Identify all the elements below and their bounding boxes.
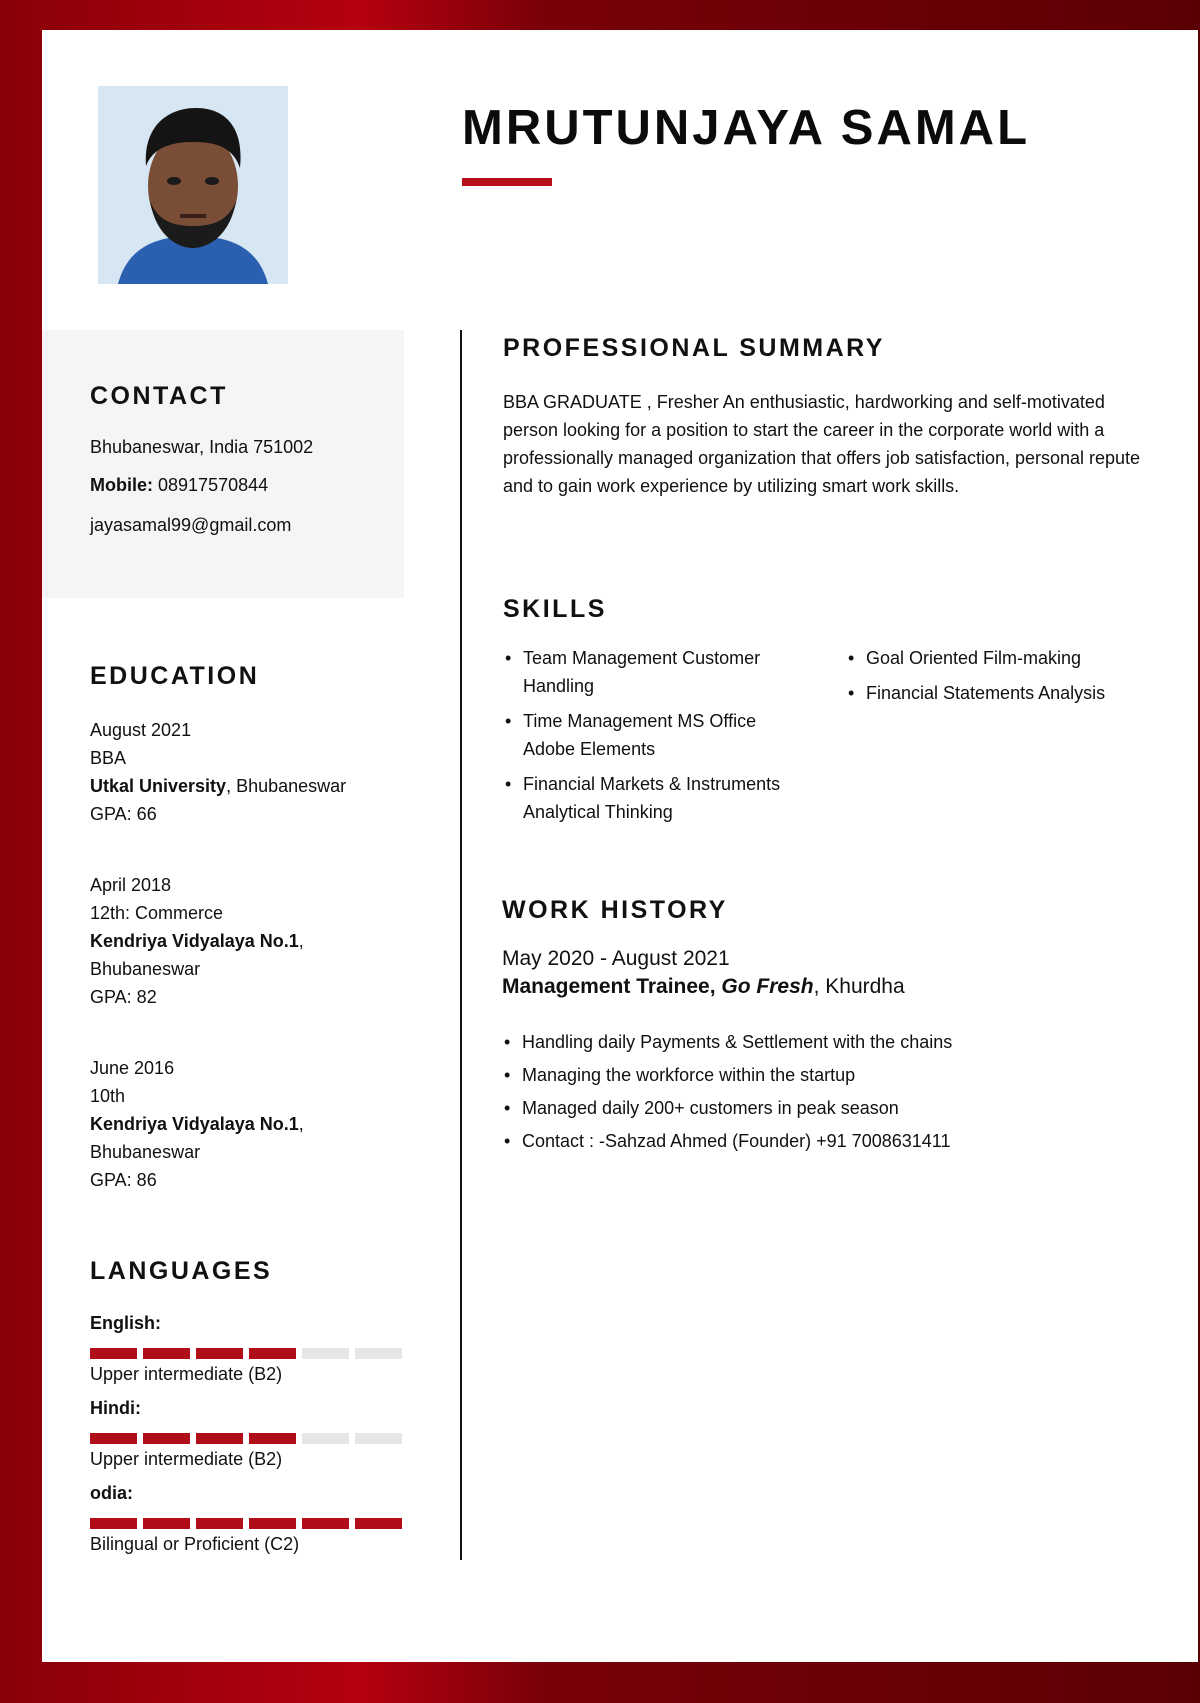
skill-item: • Time Management MS Office Adobe Elements <box>503 707 803 763</box>
edu-school <box>90 931 304 952</box>
edu-gpa: GPA: 66 <box>90 804 157 824</box>
meter-segment <box>196 1348 243 1359</box>
summary-text: BBA GRADUATE , Fresher An enthusiastic, hardworking and self-motivated person looking for a position to start the career in the corporate world with a professionally managed organization that offers job satisfaction, personal repute and to gain work experience by utilizing smart work skills. <box>503 392 1141 496</box>
skill-item: • Financial Statements Analysis <box>846 679 1146 707</box>
edu-date: August 2021 <box>90 720 192 740</box>
resume-page <box>42 30 1198 1662</box>
language-name: odia: <box>90 1483 133 1503</box>
edu-school-sep: , <box>298 1114 304 1134</box>
meter-segment <box>249 1348 296 1359</box>
contact-email[interactable]: jayasamal99@gmail.com <box>90 515 292 535</box>
languages-title: LANGUAGES <box>90 1257 273 1285</box>
edu-city: Bhubaneswar <box>90 1142 201 1162</box>
contact-address: Bhubaneswar, India 751002 <box>90 437 314 457</box>
edu-degree: BBA <box>90 748 127 768</box>
edu-school <box>90 776 346 797</box>
work-bullet: • Handling daily Payments & Settlement with the chains <box>502 1028 1142 1056</box>
contact-title: CONTACT <box>90 382 228 410</box>
language-meter <box>90 1518 402 1529</box>
edu-school-name: Kendriya Vidyalaya No.1 <box>90 931 299 951</box>
edu-school-sep: , <box>298 931 304 951</box>
candidate-name: MRUTUNJAYA SAMAL <box>462 101 1031 155</box>
meter-segment <box>355 1433 402 1444</box>
edu-school-name: Utkal University <box>90 776 227 796</box>
meter-segment <box>249 1518 296 1529</box>
column-divider <box>460 330 462 1560</box>
meter-segment <box>196 1433 243 1444</box>
summary-title: PROFESSIONAL SUMMARY <box>503 334 885 362</box>
meter-segment <box>196 1518 243 1529</box>
work-dates: May 2020 - August 2021 <box>502 947 730 970</box>
edu-city: Bhubaneswar <box>236 776 347 796</box>
edu-date: April 2018 <box>90 875 172 895</box>
work-bullet: • Managing the workforce within the startup <box>502 1061 1142 1089</box>
work-bullet: • Managed daily 200+ customers in peak season <box>502 1094 1142 1122</box>
meter-segment <box>302 1518 349 1529</box>
meter-segment <box>143 1433 190 1444</box>
education-title: EDUCATION <box>90 662 260 690</box>
skills-title: SKILLS <box>503 595 607 623</box>
work-title: WORK HISTORY <box>502 896 728 924</box>
mobile-label: Mobile: <box>90 475 153 495</box>
work-comma: , <box>709 975 722 998</box>
meter-segment <box>90 1348 137 1359</box>
meter-segment <box>90 1518 137 1529</box>
edu-school <box>90 1114 304 1135</box>
language-name: Hindi: <box>90 1398 141 1418</box>
language-level: Upper intermediate (B2) <box>90 1364 283 1384</box>
edu-degree: 10th <box>90 1086 126 1106</box>
work-role: Management Trainee <box>502 975 710 998</box>
edu-school-name: Kendriya Vidyalaya No.1 <box>90 1114 299 1134</box>
profile-photo <box>98 86 288 284</box>
contact-mobile <box>90 475 268 496</box>
skill-item: • Team Management Customer Handling <box>503 644 803 700</box>
skills-list-right <box>846 644 1146 714</box>
work-location: Khurdha <box>825 975 905 998</box>
contact-section <box>42 330 404 598</box>
meter-segment <box>143 1518 190 1529</box>
edu-gpa: GPA: 86 <box>90 1170 157 1190</box>
language-level: Bilingual or Proficient (C2) <box>90 1534 300 1554</box>
language-meter <box>90 1433 402 1444</box>
work-role-line <box>502 975 905 999</box>
language-level: Upper intermediate (B2) <box>90 1449 283 1469</box>
meter-segment <box>302 1348 349 1359</box>
skills-list-left <box>503 644 803 833</box>
language-meter <box>90 1348 402 1359</box>
meter-segment <box>249 1433 296 1444</box>
meter-segment <box>143 1348 190 1359</box>
edu-gpa: GPA: 82 <box>90 987 157 1007</box>
language-name: English: <box>90 1313 161 1333</box>
skill-item: • Financial Markets & Instruments Analytical Thinking <box>503 770 803 826</box>
work-bullets <box>502 1028 1142 1160</box>
edu-school-sep: , <box>226 776 232 796</box>
name-underline <box>462 178 552 186</box>
meter-segment <box>302 1433 349 1444</box>
work-company: Go Fresh <box>721 975 814 998</box>
work-bullet: • Contact : -Sahzad Ahmed (Founder) +91 7008631411 <box>502 1127 1142 1155</box>
work-comma: , <box>813 975 826 998</box>
meter-segment <box>355 1518 402 1529</box>
meter-segment <box>90 1433 137 1444</box>
mobile-number[interactable]: 08917570844 <box>158 475 269 495</box>
skill-item: • Goal Oriented Film-making <box>846 644 1146 672</box>
edu-date: June 2016 <box>90 1058 175 1078</box>
edu-city: Bhubaneswar <box>90 959 201 979</box>
meter-segment <box>355 1348 402 1359</box>
edu-degree: 12th: Commerce <box>90 903 224 923</box>
